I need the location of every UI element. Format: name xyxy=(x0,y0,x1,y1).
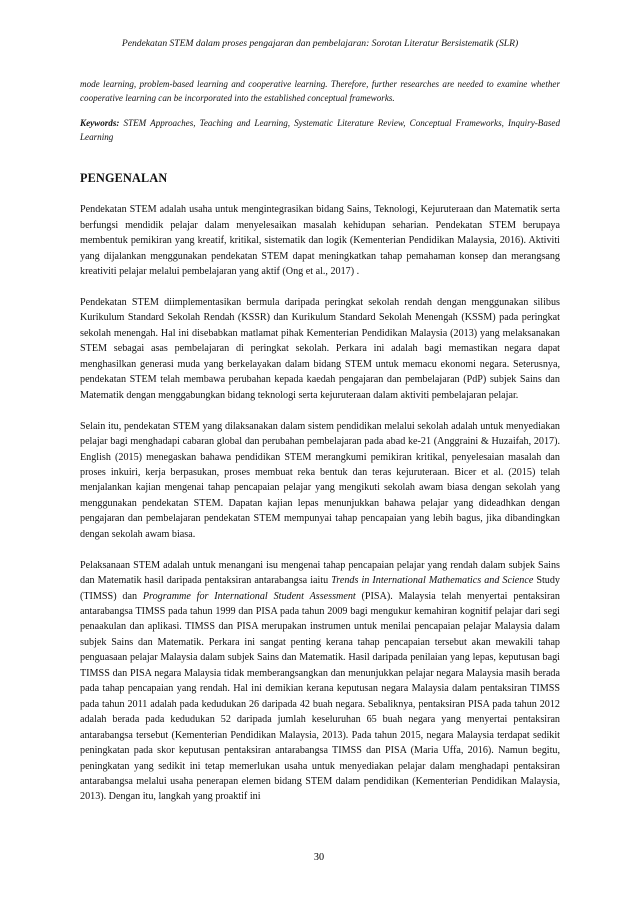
keywords-text: STEM Approaches, Teaching and Learning, Systematic Literature Review, Conceptual Frameworks, Inquiry-Based Learning xyxy=(80,118,560,142)
keywords-label: Keywords: xyxy=(80,118,120,129)
paragraph-4-text-c: Study (TIMSS) dan xyxy=(80,575,560,602)
abstract-continuation: mode learning, problem-based learning and cooperative learning. Therefore, further researches are needed to examine whether cooperative learning can be incorporated into the established conceptual frameworks. xyxy=(80,79,560,103)
paragraph-4-italic-pisa: Programme for International Student Assessment xyxy=(142,590,356,602)
body-paragraph-4 xyxy=(80,558,560,805)
page-number: 30 xyxy=(313,852,325,863)
section-heading: PENGENALAN xyxy=(80,171,168,186)
body-paragraph-3: Selain itu, pendekatan STEM yang dilaksanakan dalam sistem pendidikan melalui sekolah adalah untuk menyediakan pelajar bagi menghadapi cabaran global dan perubahan pembelajaran pada abad ke-21 (Anggraini & Huzaifah, 2017). English (2015) menegaskan bahawa pendidikan STEM merangkumi pemikiran kritikal, penyelesaian masalah dan proses inkuiri, kerja berpasukan, proses membuat reka bentuk dan teras kejuruteraan. Bicer et al. (2015) telah menjalankan kajian mengenai tahap pencapaian pelajar yang mengikuti sekolah awam biasa dengan sekolah yang menggunakan pendekatan STEM. Dapatan kajian lepas menunjukkan bahawa pelajar yang dideadhkan dengan pengajaran dan pembelajaran pendekatan STEM mempunyai tahap pencapaian yang lebih bagus, jika dibandingkan dengan sekolah awam biasa. xyxy=(80,420,560,540)
paragraph-4-text-e: (PISA). Malaysia telah menyertai pentaksiran antarabangsa TIMSS pada tahun 1999 dan PISA pada tahun 2009 bagi mengukur kemahiran kognitif pelajar dari segi penaakulan dan aplikasi. TIMSS dan PISA merupakan instrumen untuk menilai pencapaian pelajar Malaysia dalam subjek Sains dan Matematik. Perkara ini sangat penting kerana tahap pencapaian tersebut akan mewakili tahap penguasaan pelajar Malaysia dalam subjek Sains dan Matematik. Hasil daripada penilaian yang lepas, keputusan bagi TIMSS dan PISA negara Malaysia tidak memberangsangkan dan menunjukkan pelajar negara Malaysia masih berada pada tahap pencapaian yang rendah. Hal ini demikian kerana keputusan negara Malaysia dalam pentaksiran TIMSS pada tahun 2011 adalah pada kedudukan 26 daripada 42 buah negara. Sebaliknya, pentaksiran PISA pada tahun 2012 adalah berada pada kedudukan 52 daripada jumlah keseluruhan 65 buah negara yang menyertai pentaksiran antarabangsa tersebut (Kementerian Pendidikan Malaysia, 2013). Pada tahun 2015, negara Malaysia terdapat sedikit peningkatan pada skor keputusan pentaksiran antarabangsa TIMSS dan PISA (Maria Uffa, 2016). Namun begitu, peningkatan yang sedikit ini tetap memerlukan usaha untuk menyediakan pelajar dalam menghadapi pentaksiran antarabangsa melalui usaha penerapan elemen bidang STEM dalam pendidikan (Kementerian Pendidikan Malaysia, 2013). Dengan itu, langkah yang proaktif ini xyxy=(80,590,560,803)
paragraph-4-text-a: Pelaksanaan STEM adalah untuk menangani isu mengenai tahap pencapaian pelajar yang rendah dalam subjek Sains dan Matematik hasil daripada pentaksiran antarabangsa iaitu xyxy=(80,559,560,587)
paragraph-4-italic-timss: Trends in International Mathematics and Science xyxy=(331,575,534,587)
keywords xyxy=(80,117,560,144)
body-paragraph-2: Pendekatan STEM diimplementasikan bermula daripada peringkat sekolah rendah dengan menggunakan silibus Kurikulum Standard Sekolah Rendah (KSSR) dan Kurikulum Standard Sekolah Menengah (KSSM) pada peringkat sekolah menengah. Hal ini disebabkan matlamat pihak Kementerian Pendidikan Malaysia (2013) yang melaksanakan STEM sebagai asas pembelajaran di peringkat sekolah. Perkara ini adalah bagi memastikan negara dapat menghasilkan generasi muda yang berkelayakan dalam bidang STEM untuk memacu ekonomi negara. Seterusnya, pendekatan STEM telah membawa perubahan kepada kaedah pengajaran dan pembelajaran (PdP) subjek Sains dan Matematik dengan menggabungkan bidang teknologi serta kejuruteraan dalam aktiviti pembelajaran pelajar. xyxy=(80,297,560,401)
body-paragraph-1: Pendekatan STEM adalah usaha untuk mengintegrasikan bidang Sains, Teknologi, Kejuruteraan dan Matematik serta berfungsi mendidik pelajar dalam menyelesaikan masalah kehidupan seharian. Pendekatan STEM berupaya membentuk pemikiran yang kreatif, kritikal, sistematik dan logik (Kementerian Pendidikan Malaysia, 2016). Aktiviti yang dijalankan menggunakan pendekatan STEM dapat meningkatkan tahap pemahaman konsep dan merangsang kreativiti pelajar melalui pembelajaran yang aktif (Ong et al., 2017) . xyxy=(80,204,560,278)
running-header: Pendekatan STEM dalam proses pengajaran dan pembelajaran: Sorotan Literatur Bersistematik (SLR) xyxy=(121,38,519,49)
